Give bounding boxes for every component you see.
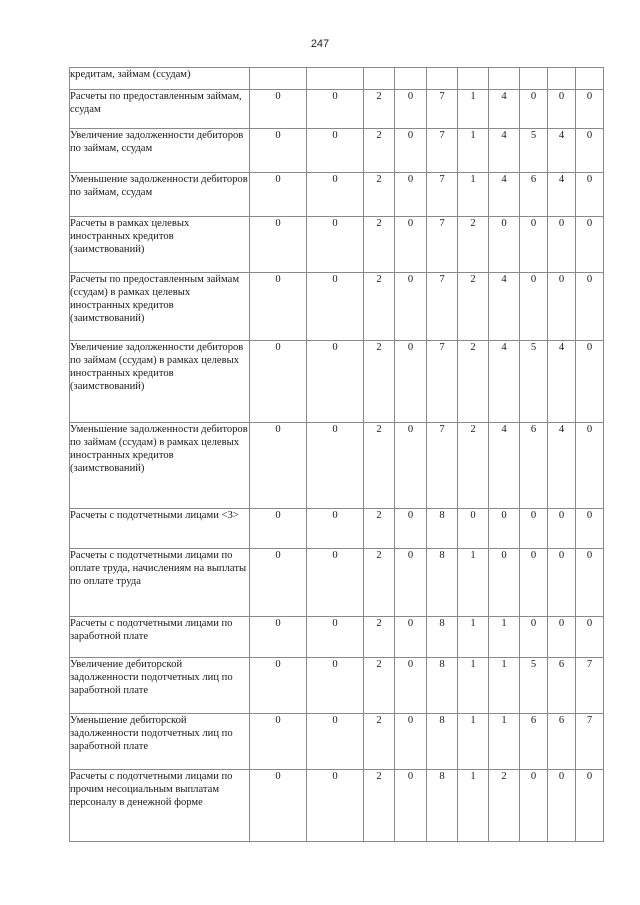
code-digit: 0 — [250, 658, 307, 714]
code-digit: 8 — [427, 617, 458, 658]
code-digit: 1 — [489, 658, 520, 714]
code-digit: 0 — [520, 549, 548, 617]
account-label: Уменьшение задолженности дебиторов по займам (ссудам) в рамках целевых иностранных кредитов (заимствований) — [70, 423, 250, 509]
code-digit: 0 — [250, 217, 307, 273]
code-digit: 0 — [307, 173, 364, 217]
code-digit: 7 — [427, 129, 458, 173]
account-label: Расчеты с подотчетными лицами по оплате труда, начислениям на выплаты по оплате труда — [70, 549, 250, 617]
code-digit: 4 — [548, 129, 576, 173]
code-digit: 5 — [520, 658, 548, 714]
code-digit: 0 — [250, 617, 307, 658]
account-label: Расчеты по предоставленным займам, ссудам — [70, 90, 250, 129]
code-digit: 8 — [427, 770, 458, 842]
code-digit: 0 — [395, 770, 427, 842]
code-digit: 0 — [395, 509, 427, 549]
table-row — [70, 273, 604, 341]
code-digit: 0 — [576, 341, 604, 423]
code-digit: 4 — [489, 90, 520, 129]
code-digit: 8 — [427, 714, 458, 770]
code-digit: 1 — [489, 617, 520, 658]
code-digit — [307, 68, 364, 90]
code-digit: 2 — [364, 173, 395, 217]
table-row — [70, 341, 604, 423]
code-digit: 0 — [307, 714, 364, 770]
code-digit: 0 — [520, 90, 548, 129]
table-row — [70, 658, 604, 714]
code-digit: 2 — [458, 341, 489, 423]
code-digit: 7 — [576, 658, 604, 714]
code-digit — [489, 68, 520, 90]
table-row — [70, 68, 604, 90]
code-digit: 0 — [395, 423, 427, 509]
code-digit: 2 — [458, 273, 489, 341]
code-digit: 0 — [576, 173, 604, 217]
code-digit — [427, 68, 458, 90]
code-digit: 2 — [364, 509, 395, 549]
code-digit: 2 — [458, 217, 489, 273]
code-digit: 0 — [576, 617, 604, 658]
code-digit: 0 — [520, 617, 548, 658]
code-digit — [364, 68, 395, 90]
code-digit: 0 — [307, 658, 364, 714]
code-digit: 0 — [489, 217, 520, 273]
code-digit: 0 — [576, 509, 604, 549]
code-digit: 4 — [489, 173, 520, 217]
code-digit: 0 — [395, 217, 427, 273]
code-digit: 8 — [427, 549, 458, 617]
code-digit: 6 — [548, 658, 576, 714]
code-digit: 0 — [576, 770, 604, 842]
account-label: Увеличение дебиторской задолженности подотчетных лиц по заработной плате — [70, 658, 250, 714]
code-digit: 2 — [364, 617, 395, 658]
code-digit: 0 — [250, 90, 307, 129]
table-row — [70, 129, 604, 173]
table-row — [70, 714, 604, 770]
code-digit: 0 — [576, 90, 604, 129]
code-digit: 5 — [520, 341, 548, 423]
code-digit — [520, 68, 548, 90]
code-digit: 0 — [548, 273, 576, 341]
code-digit: 0 — [250, 714, 307, 770]
code-digit: 0 — [458, 509, 489, 549]
code-digit: 8 — [427, 509, 458, 549]
code-digit: 7 — [427, 90, 458, 129]
code-digit — [576, 68, 604, 90]
code-digit: 0 — [250, 129, 307, 173]
table-row — [70, 173, 604, 217]
code-digit: 1 — [489, 714, 520, 770]
code-digit: 4 — [489, 341, 520, 423]
code-digit: 1 — [458, 129, 489, 173]
code-digit: 0 — [520, 770, 548, 842]
code-digit: 0 — [395, 173, 427, 217]
code-digit: 0 — [307, 217, 364, 273]
code-digit: 2 — [364, 549, 395, 617]
code-digit: 0 — [576, 129, 604, 173]
account-label: кредитам, займам (ссудам) — [70, 68, 250, 90]
code-digit: 0 — [548, 770, 576, 842]
code-digit: 2 — [489, 770, 520, 842]
table-row — [70, 509, 604, 549]
code-digit: 0 — [576, 549, 604, 617]
code-digit: 4 — [489, 129, 520, 173]
code-digit: 0 — [250, 423, 307, 509]
code-digit: 0 — [520, 273, 548, 341]
code-digit: 0 — [307, 770, 364, 842]
code-digit: 0 — [307, 90, 364, 129]
code-digit: 0 — [250, 173, 307, 217]
code-digit: 0 — [548, 509, 576, 549]
code-digit: 0 — [307, 617, 364, 658]
code-digit: 1 — [458, 617, 489, 658]
code-digit: 4 — [548, 341, 576, 423]
code-digit: 0 — [576, 273, 604, 341]
code-digit — [250, 68, 307, 90]
table-row — [70, 617, 604, 658]
code-digit: 0 — [548, 90, 576, 129]
code-digit: 1 — [458, 770, 489, 842]
code-digit: 2 — [364, 90, 395, 129]
account-label: Расчеты с подотчетными лицами по заработной плате — [70, 617, 250, 658]
code-digit: 2 — [364, 423, 395, 509]
table-body — [70, 68, 604, 842]
table-row — [70, 423, 604, 509]
code-digit: 5 — [520, 129, 548, 173]
code-digit: 0 — [250, 509, 307, 549]
code-digit: 1 — [458, 173, 489, 217]
code-digit: 0 — [250, 273, 307, 341]
code-digit: 0 — [395, 714, 427, 770]
code-digit: 0 — [395, 273, 427, 341]
code-digit: 0 — [250, 770, 307, 842]
code-digit: 0 — [250, 341, 307, 423]
code-digit: 2 — [364, 770, 395, 842]
table-row — [70, 549, 604, 617]
code-digit: 0 — [548, 217, 576, 273]
code-digit: 4 — [548, 423, 576, 509]
code-digit: 6 — [520, 173, 548, 217]
code-digit: 7 — [427, 423, 458, 509]
code-digit: 2 — [458, 423, 489, 509]
code-digit: 0 — [489, 549, 520, 617]
code-digit: 2 — [364, 714, 395, 770]
code-digit — [548, 68, 576, 90]
code-digit: 7 — [427, 273, 458, 341]
code-digit: 0 — [307, 509, 364, 549]
account-codes-table — [69, 67, 604, 842]
code-digit: 0 — [250, 549, 307, 617]
code-digit: 2 — [364, 217, 395, 273]
code-digit: 0 — [307, 129, 364, 173]
code-digit: 0 — [307, 549, 364, 617]
code-digit: 7 — [427, 217, 458, 273]
account-label: Уменьшение дебиторской задолженности подотчетных лиц по заработной плате — [70, 714, 250, 770]
code-digit: 6 — [548, 714, 576, 770]
code-digit: 0 — [395, 341, 427, 423]
code-digit: 4 — [548, 173, 576, 217]
account-label: Расчеты по предоставленным займам (ссудам) в рамках целевых иностранных кредитов (заимствований) — [70, 273, 250, 341]
table-row — [70, 90, 604, 129]
code-digit: 4 — [489, 423, 520, 509]
table-row — [70, 217, 604, 273]
code-digit: 4 — [489, 273, 520, 341]
code-digit: 6 — [520, 423, 548, 509]
account-label: Расчеты с подотчетными лицами <3> — [70, 509, 250, 549]
code-digit: 8 — [427, 658, 458, 714]
code-digit: 2 — [364, 273, 395, 341]
code-digit: 0 — [576, 423, 604, 509]
code-digit — [395, 68, 427, 90]
account-label: Увеличение задолженности дебиторов по займам (ссудам) в рамках целевых иностранных кредитов (заимствований) — [70, 341, 250, 423]
code-digit: 0 — [395, 658, 427, 714]
code-digit: 0 — [307, 341, 364, 423]
code-digit: 7 — [427, 341, 458, 423]
code-digit: 6 — [520, 714, 548, 770]
code-digit: 0 — [520, 509, 548, 549]
code-digit: 2 — [364, 129, 395, 173]
account-label: Расчеты в рамках целевых иностранных кредитов (заимствований) — [70, 217, 250, 273]
code-digit: 0 — [395, 549, 427, 617]
code-digit: 0 — [576, 217, 604, 273]
code-digit: 0 — [395, 617, 427, 658]
account-label: Расчеты с подотчетными лицами по прочим несоциальным выплатам персоналу в денежной форме — [70, 770, 250, 842]
code-digit: 2 — [364, 341, 395, 423]
code-digit: 0 — [548, 549, 576, 617]
code-digit: 0 — [520, 217, 548, 273]
code-digit: 1 — [458, 90, 489, 129]
code-digit: 2 — [364, 658, 395, 714]
code-digit: 0 — [307, 273, 364, 341]
code-digit: 0 — [548, 617, 576, 658]
code-digit: 0 — [307, 423, 364, 509]
code-digit: 7 — [427, 173, 458, 217]
page-number: 247 — [310, 38, 330, 50]
code-digit: 1 — [458, 549, 489, 617]
code-digit: 0 — [395, 90, 427, 129]
code-digit: 0 — [489, 509, 520, 549]
code-digit: 1 — [458, 658, 489, 714]
table-row — [70, 770, 604, 842]
account-label: Уменьшение задолженности дебиторов по займам, ссудам — [70, 173, 250, 217]
account-label: Увеличение задолженности дебиторов по займам, ссудам — [70, 129, 250, 173]
code-digit: 7 — [576, 714, 604, 770]
code-digit — [458, 68, 489, 90]
code-digit: 0 — [395, 129, 427, 173]
code-digit: 1 — [458, 714, 489, 770]
